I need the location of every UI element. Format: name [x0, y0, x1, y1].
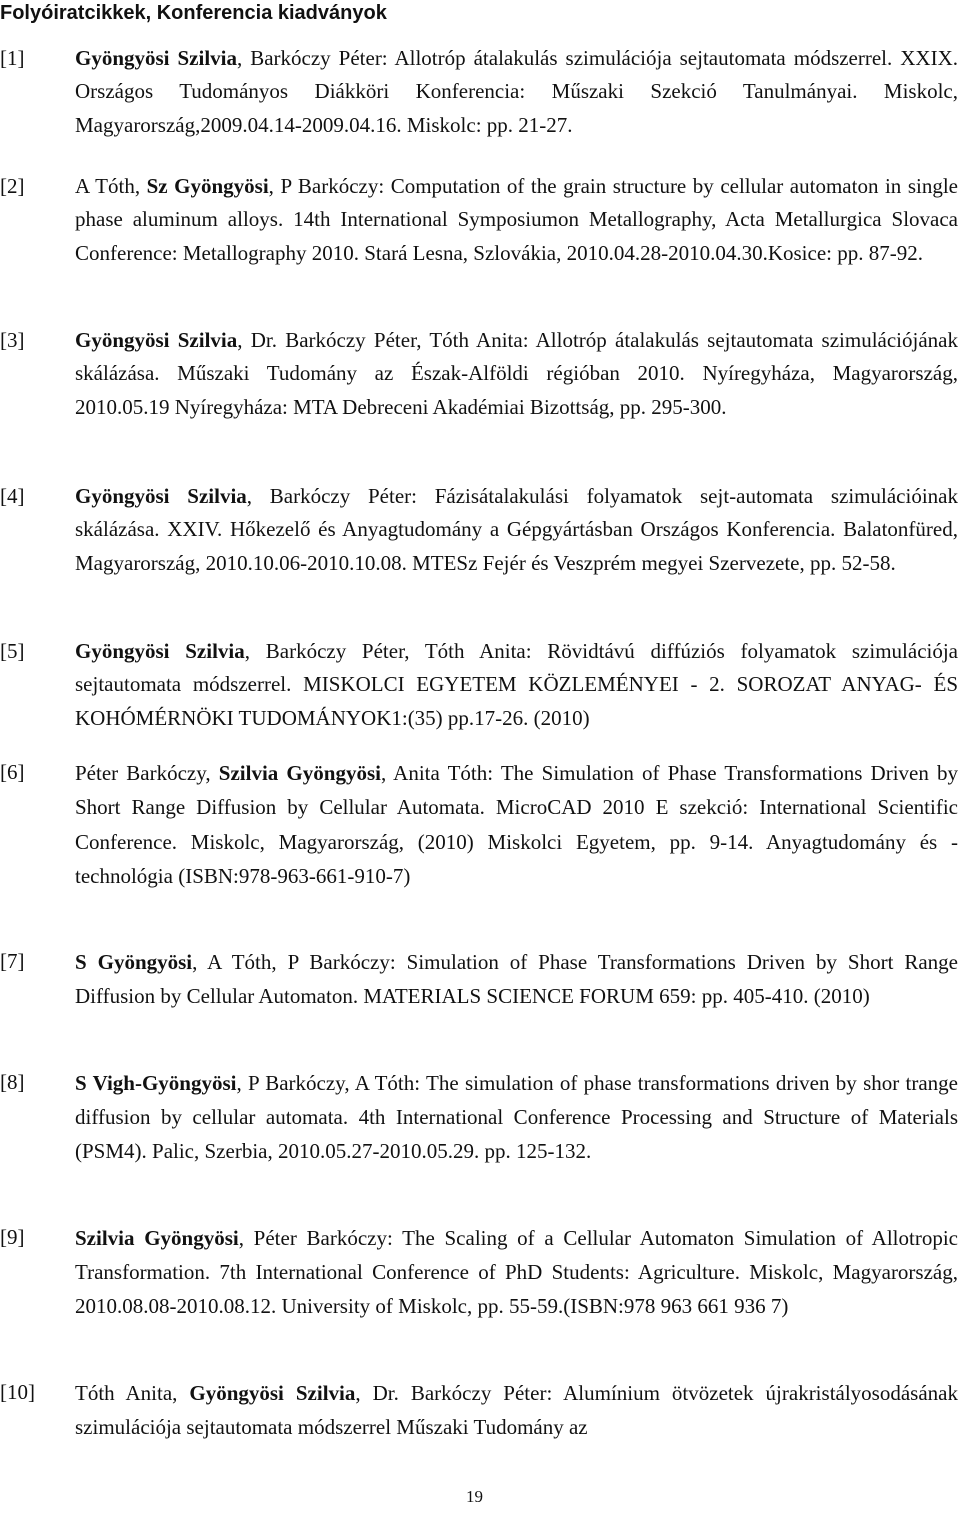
author-bold: Gyöngyösi Szilvia [189, 1381, 356, 1405]
reference-rest: , Dr. Barkóczy Péter: Alumínium ötvözetek újrakristályosodásának szimulációja sejtautomata módszerrel Műszaki Tudomány az [75, 1381, 958, 1439]
reference-number: [4] [0, 484, 25, 508]
author-bold: Szilvia Gyöngyösi [218, 761, 381, 785]
reference-rest: , Dr. Barkóczy Péter, Tóth Anita: Allotróp átalakulás sejtautomata szimulációjának skálázása. Műszaki Tudomány az Észak-Alföldi régióban 2010. Nyíregyháza, Magyarország, 2010.05.19 Nyíregyháza: MTA Debreceni Akadémiai Bizottság, pp. 295-300. [75, 328, 958, 419]
reference-number: [7] [0, 949, 25, 973]
reference-rest: , Péter Barkóczy: The Scaling of a Cellular Automaton Simulation of Allotropic Transformation. 7th International Conference of PhD Students: Agriculture. Miskolc, Magyarország, 2010.08.08-2010.08.12. University of Miskolc, pp. 55-59.(ISBN:978 963 661 936 7) [75, 1226, 958, 1318]
reference-text [75, 945, 958, 1014]
reference-rest: , Barkóczy Péter: Allotróp átalakulás szimulációja sejtautomata módszerrel. XXIX. Országos Tudományos Diákköri Konferencia: Műszaki Szekció Tanulmányai. Miskolc, Magyarország,2009.04.14-2009.04.16. Miskolc: pp. 21-27. [75, 46, 958, 137]
author-bold: Gyöngyösi Szilvia [75, 639, 245, 663]
reference-text [75, 756, 958, 893]
author-bold: Sz Gyöngyösi [146, 174, 269, 198]
reference-pre: A Tóth, [75, 174, 147, 198]
reference-text [75, 1221, 958, 1323]
reference-text [75, 42, 958, 142]
reference-rest: , Barkóczy Péter: Fázisátalakulási folyamatok sejt-automata szimulációinak skálázása. XXIV. Hőkezelő és Anyagtudomány a Gépgyártásban Országos Konferencia. Balatonfüred, Magyarország, 2010.10.06-2010.10.08. MTESz Fejér és Veszprém megyei Szervezete, pp. 52-58. [75, 484, 958, 575]
reference-pre: Tóth Anita, [75, 1381, 190, 1405]
reference-text [75, 480, 958, 580]
reference-number: [5] [0, 639, 25, 663]
author-bold: Gyöngyösi Szilvia [75, 484, 247, 508]
section-heading: Folyóiratcikkek, Konferencia kiadványok [0, 2, 387, 24]
reference-number: [1] [0, 46, 25, 70]
reference-number: [10] [0, 1380, 35, 1404]
reference-number: [8] [0, 1070, 25, 1094]
reference-pre: Péter Barkóczy, [75, 761, 219, 785]
author-bold: Szilvia Gyöngyösi [75, 1226, 239, 1250]
reference-rest: , P Barkóczy: Computation of the grain structure by cellular automaton in single phase aluminum alloys. 14th International Symposiumon Metallography, Acta Metallurgica Slovaca Conference: Metallography 2010. Stará Lesna, Szlovákia, 2010.04.28-2010.04.30.Kosice: pp. 87-92. [75, 174, 959, 265]
reference-number: [2] [0, 174, 25, 198]
author-bold: Gyöngyösi Szilvia [75, 328, 238, 352]
reference-rest: , Anita Tóth: The Simulation of Phase Transformations Driven by Short Range Diffusion by Cellular Automata. MicroCAD 2010 E szekció: International Scientific Conference. Miskolc, Magyarország, (2010) Miskolci Egyetem, pp. 9-14. Anyagtudomány és -technológia (ISBN:978-963-661-910-7) [75, 761, 958, 888]
page-number: 19 [466, 1487, 483, 1506]
author-bold: S Vigh-Gyöngyösi [75, 1071, 237, 1095]
reference-text [75, 324, 958, 424]
reference-number: [9] [0, 1225, 25, 1249]
author-bold: Gyöngyösi Szilvia [75, 46, 237, 70]
reference-number: [3] [0, 328, 25, 352]
reference-number: [6] [0, 760, 25, 784]
reference-text [75, 635, 958, 735]
author-bold: S Gyöngyösi [75, 950, 193, 974]
reference-text [75, 170, 958, 270]
reference-rest: , Barkóczy Péter, Tóth Anita: Rövidtávú diffúziós folyamatok szimulációja sejtautomata módszerrel. MISKOLCI EGYETEM KÖZLEMÉNYEI - 2. SOROZAT ANYAG- ÉS KOHÓMÉRNÖKI TUDOMÁNYOK1:(35) pp.17-26. (2010) [75, 639, 959, 730]
reference-rest: , P Barkóczy, A Tóth: The simulation of phase transformations driven by shor trange diffusion by cellular automata. 4th International Conference Processing and Structure of Materials (PSM4). Palic, Szerbia, 2010.05.27-2010.05.29. pp. 125-132. [75, 1071, 958, 1163]
reference-text [75, 1376, 958, 1444]
reference-text [75, 1066, 958, 1168]
reference-rest: , A Tóth, P Barkóczy: Simulation of Phase Transformations Driven by Short Range Diffusion by Cellular Automaton. MATERIALS SCIENCE FORUM 659: pp. 405-410. (2010) [75, 950, 958, 1009]
